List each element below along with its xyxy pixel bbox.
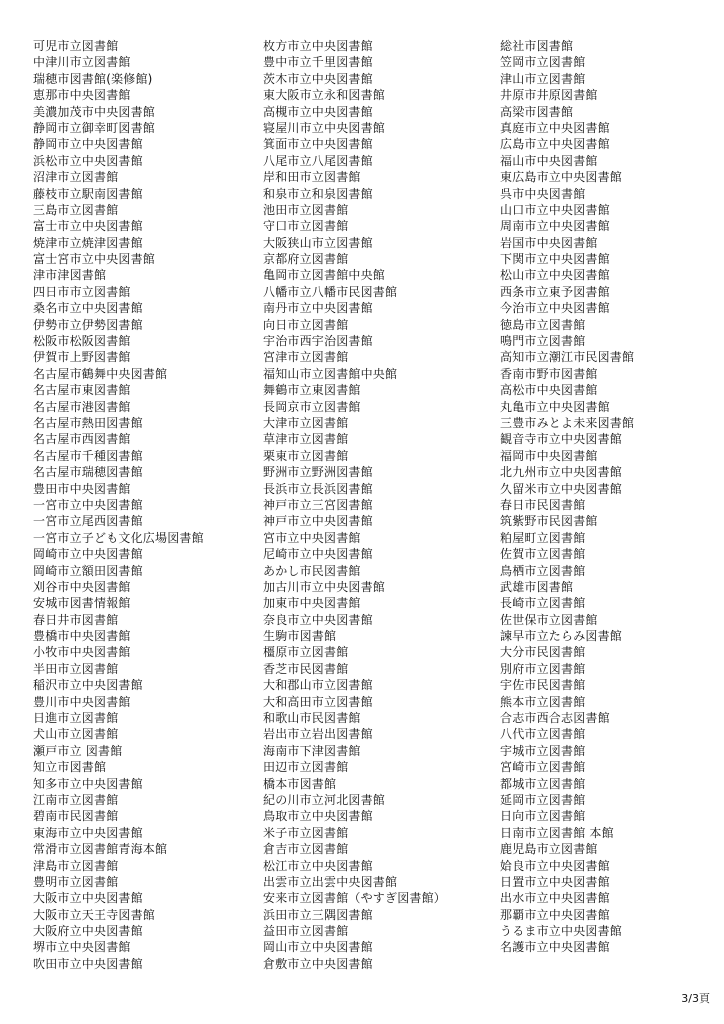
library-list-item: 鳥栖市立図書館 — [500, 563, 586, 578]
library-list-item: 美濃加茂市中央図書館 — [33, 104, 156, 119]
library-list-item: 奈良市立中央図書館 — [263, 612, 373, 627]
library-list-item: 東大阪市立永和図書館 — [263, 88, 386, 103]
library-list-item: 橿原市立図書館 — [263, 645, 349, 660]
library-list-item: 恵那市中央図書館 — [33, 88, 131, 103]
library-list-item: 半田市立図書館 — [33, 661, 119, 676]
library-list-item: 静岡市立中央図書館 — [33, 137, 143, 152]
library-list-item: 井原市井原図書館 — [500, 88, 598, 103]
library-list-item: 京都府立図書館 — [263, 252, 349, 267]
library-list-item: 知立市図書館 — [33, 760, 107, 775]
library-list-item: 北九州市立中央図書館 — [500, 465, 623, 480]
library-list-item: 日置市立中央図書館 — [500, 874, 610, 889]
library-list-item: 尼崎市立中央図書館 — [263, 547, 373, 562]
library-list-item: 益田市立図書館 — [263, 924, 349, 939]
library-list-item: 宇城市立図書館 — [500, 743, 586, 758]
library-list-item: 守口市立図書館 — [263, 219, 349, 234]
library-list-item: 生駒市図書館 — [263, 629, 337, 644]
library-list-item: 東広島市立中央図書館 — [500, 170, 623, 185]
library-list-item: 中津川市立図書館 — [33, 55, 131, 70]
library-list-item: 草津市立図書館 — [263, 432, 349, 447]
library-list-item: 野洲市立野洲図書館 — [263, 465, 373, 480]
library-list-item: 名古屋市鶴舞中央図書館 — [33, 366, 168, 381]
library-list-item: 一宮市立子ども文化広場図書館 — [33, 530, 204, 545]
library-list-item: うるま市立中央図書館 — [500, 924, 623, 939]
library-list-item: 犬山市立図書館 — [33, 727, 119, 742]
library-list-item: 那覇市立中央図書館 — [500, 907, 610, 922]
library-list-item: 伊勢市立伊勢図書館 — [33, 317, 143, 332]
library-list-item: 西条市立東予図書館 — [500, 284, 610, 299]
library-list-item: 浜松市立中央図書館 — [33, 153, 143, 168]
library-list-item: 広島市立中央図書館 — [500, 137, 610, 152]
library-list-item: 神戸市立中央図書館 — [263, 514, 373, 529]
library-list-item: 高知市立潮江市民図書館 — [500, 350, 635, 365]
library-list-item: 沼津市立図書館 — [33, 170, 119, 185]
library-list-item: 姶良市立中央図書館 — [500, 858, 610, 873]
library-list-item: 岩国市中央図書館 — [500, 235, 598, 250]
library-list-column-3 — [500, 38, 715, 956]
library-list-item: 日進市立図書館 — [33, 711, 119, 726]
library-list-item: 豊田市中央図書館 — [33, 481, 131, 496]
library-list-item: 東海市立中央図書館 — [33, 825, 143, 840]
library-list-item: 藤枝市立駅南図書館 — [33, 186, 143, 201]
library-list-item: 亀岡市立図書館中央館 — [263, 268, 386, 283]
library-list-item: 田辺市立図書館 — [263, 760, 349, 775]
library-list-item: 津市津図書館 — [33, 268, 107, 283]
library-list-item: 名古屋市千種図書館 — [33, 448, 143, 463]
library-list-item: 佐賀市立図書館 — [500, 547, 586, 562]
library-list-item: 名古屋市瑞穂図書館 — [33, 465, 143, 480]
library-list-item: 焼津市立焼津図書館 — [33, 235, 143, 250]
library-list-item: 吹田市立中央図書館 — [33, 956, 143, 971]
library-list-item: 倉敷市立中央図書館 — [263, 956, 373, 971]
library-list-item: 名古屋市東図書館 — [33, 383, 131, 398]
library-list-item: 鹿児島市立図書館 — [500, 842, 598, 857]
library-list-item: 江南市立図書館 — [33, 792, 119, 807]
library-list-item: 安来市立図書館（やすぎ図書館） — [263, 891, 447, 906]
library-list-item: 笠岡市立図書館 — [500, 55, 586, 70]
library-list-item: 宮市立中央図書館 — [263, 530, 361, 545]
library-list-item: 三豊市みとよ未来図書館 — [500, 415, 635, 430]
library-list-item: 高松市中央図書館 — [500, 383, 598, 398]
library-list-item: 長崎市立図書館 — [500, 596, 586, 611]
library-list-item: 別府市立図書館 — [500, 661, 586, 676]
library-list-item: 堺市立中央図書館 — [33, 940, 131, 955]
library-list-item: 香南市野市図書館 — [500, 366, 598, 381]
library-list-item: 紀の川市立河北図書館 — [263, 792, 386, 807]
library-list-item: 橋本市図書館 — [263, 776, 337, 791]
library-list-item: 周南市立中央図書館 — [500, 219, 610, 234]
library-list-item: 富士市立中央図書館 — [33, 219, 143, 234]
library-list-item: 八代市立図書館 — [500, 727, 586, 742]
library-list-item: 浜田市立三隅図書館 — [263, 907, 373, 922]
page-number: 3/3頁 — [681, 992, 710, 1005]
library-list-item: 八幡市立八幡市民図書館 — [263, 284, 398, 299]
library-list-item: 名護市立中央図書館 — [500, 940, 610, 955]
library-list-item: 倉吉市立図書館 — [263, 842, 349, 857]
library-list-item: 瑞穂市図書館(楽修館) — [33, 71, 153, 86]
library-list-item: 瀬戸市立 図書館 — [33, 743, 123, 758]
library-list-item: 宇治市西宇治図書館 — [263, 334, 373, 349]
library-list-item: 可児市立図書館 — [33, 39, 119, 53]
library-list-item: 一宮市立尾西図書館 — [33, 514, 143, 529]
library-list-item: 春日井市図書館 — [33, 612, 119, 627]
library-list-item: 出雲市立出雲中央図書館 — [263, 874, 398, 889]
library-list-item: 伊賀市上野図書館 — [33, 350, 131, 365]
library-list-column-1 — [33, 38, 248, 972]
library-list-item: 大阪狭山市立図書館 — [263, 235, 373, 250]
library-list-item: 津島市立図書館 — [33, 858, 119, 873]
library-list-item: 大和郡山市立図書館 — [263, 678, 373, 693]
library-list-item: 加古川市立中央図書館 — [263, 579, 386, 594]
library-list-item: 富士宮市立中央図書館 — [33, 252, 156, 267]
library-list-item: 福山市中央図書館 — [500, 153, 598, 168]
library-list-item: 向日市立図書館 — [263, 317, 349, 332]
library-list-item: 日向市立図書館 — [500, 809, 586, 824]
library-list-item: 大和高田市立図書館 — [263, 694, 373, 709]
library-list-item: 山口市立中央図書館 — [500, 202, 610, 217]
library-list-item: 松山市立中央図書館 — [500, 268, 610, 283]
library-list-item: 春日市民図書館 — [500, 497, 586, 512]
library-list-item: 海南市下津図書館 — [263, 743, 361, 758]
library-list-item: 和泉市立和泉図書館 — [263, 186, 373, 201]
library-list-item: 四日市市立図書館 — [33, 284, 131, 299]
library-list-item: 今治市立中央図書館 — [500, 301, 610, 316]
library-list-item: 出水市立中央図書館 — [500, 891, 610, 906]
library-list-item: 延岡市立図書館 — [500, 792, 586, 807]
library-list-item: 高槻市立中央図書館 — [263, 104, 373, 119]
library-list-item: 八尾市立八尾図書館 — [263, 153, 373, 168]
library-list-item: 津山市立図書館 — [500, 71, 586, 86]
library-list-item: 茨木市立中央図書館 — [263, 71, 373, 86]
library-list-item: 真庭市立中央図書館 — [500, 120, 610, 135]
library-list-item: 一宮市立中央図書館 — [33, 497, 143, 512]
library-list-item: 舞鶴市立東図書館 — [263, 383, 361, 398]
library-list-item: 栗東市立図書館 — [263, 448, 349, 463]
library-list-item: 岡崎市立額田図書館 — [33, 563, 143, 578]
library-list-item: 呉市中央図書館 — [500, 186, 586, 201]
library-list-item: 鳴門市立図書館 — [500, 334, 586, 349]
library-list-item: あかし市民図書館 — [263, 563, 361, 578]
library-list-item: 筑紫野市民図書館 — [500, 514, 598, 529]
library-list-item: 豊橋市中央図書館 — [33, 629, 131, 644]
library-list-item: 名古屋市港図書館 — [33, 399, 131, 414]
library-list-item: 知多市立中央図書館 — [33, 776, 143, 791]
library-list-item: 枚方市立中央図書館 — [263, 39, 373, 53]
library-list-item: 三島市立図書館 — [33, 202, 119, 217]
library-list-item: 長浜市立長浜図書館 — [263, 481, 373, 496]
library-list-item: 徳島市立図書館 — [500, 317, 586, 332]
library-list-item: 刈谷市中央図書館 — [33, 579, 131, 594]
library-list-item: 都城市立図書館 — [500, 776, 586, 791]
library-list-item: 米子市立図書館 — [263, 825, 349, 840]
library-list-item: 松江市立中央図書館 — [263, 858, 373, 873]
library-list-column-2 — [263, 38, 493, 972]
library-list-item: 下関市立中央図書館 — [500, 252, 610, 267]
library-list-item: 長岡京市立図書館 — [263, 399, 361, 414]
library-list-item: 大阪市立天王寺図書館 — [33, 907, 156, 922]
library-list-item: 常滑市立図書館青海本館 — [33, 842, 168, 857]
library-list-item: 鳥取市立中央図書館 — [263, 809, 373, 824]
library-list-item: 豊川市中央図書館 — [33, 694, 131, 709]
library-list-item: 高梁市図書館 — [500, 104, 574, 119]
library-list-item: 宮崎市立図書館 — [500, 760, 586, 775]
library-list-item: 箕面市立中央図書館 — [263, 137, 373, 152]
library-list-item: 加東市中央図書館 — [263, 596, 361, 611]
library-list-item: 豊中市立千里図書館 — [263, 55, 373, 70]
library-list-item: 久留米市立中央図書館 — [500, 481, 623, 496]
library-list-item: 福知山市立図書館中央館 — [263, 366, 398, 381]
library-list-item: 池田市立図書館 — [263, 202, 349, 217]
library-list-item: 松阪市松阪図書館 — [33, 334, 131, 349]
library-list-item: 小牧市中央図書館 — [33, 645, 131, 660]
library-list-item: 諫早市立たらみ図書館 — [500, 629, 623, 644]
library-list-item: 香芝市民図書館 — [263, 661, 349, 676]
library-list-item: 合志市西合志図書館 — [500, 711, 610, 726]
library-list-item: 岡山市立中央図書館 — [263, 940, 373, 955]
library-list-item: 神戸市立三宮図書館 — [263, 497, 373, 512]
library-list-item: 宇佐市民図書館 — [500, 678, 586, 693]
library-list-item: 豊明市立図書館 — [33, 874, 119, 889]
library-list-item: 武雄市図書館 — [500, 579, 574, 594]
library-list-item: 岸和田市立図書館 — [263, 170, 361, 185]
library-list-item: 名古屋市西図書館 — [33, 432, 131, 447]
library-list-item: 静岡市立御幸町図書館 — [33, 120, 156, 135]
library-list-item: 熊本市立図書館 — [500, 694, 586, 709]
library-list-item: 大阪市立中央図書館 — [33, 891, 143, 906]
library-list-item: 大津市立図書館 — [263, 415, 349, 430]
library-list-item: 日南市立図書館 本館 — [500, 825, 614, 840]
library-list-item: 福岡市中央図書館 — [500, 448, 598, 463]
library-list-item: 岩出市立岩出図書館 — [263, 727, 373, 742]
library-list-item: 宮津市立図書館 — [263, 350, 349, 365]
library-list-item: 岡崎市立中央図書館 — [33, 547, 143, 562]
library-list-item: 碧南市民図書館 — [33, 809, 119, 824]
library-list-item: 名古屋市熱田図書館 — [33, 415, 143, 430]
library-list-item: 寝屋川市立中央図書館 — [263, 120, 386, 135]
library-list-item: 桑名市立中央図書館 — [33, 301, 143, 316]
library-list-item: 観音寺市立中央図書館 — [500, 432, 623, 447]
library-list-item: 丸亀市立中央図書館 — [500, 399, 610, 414]
library-list-item: 和歌山市民図書館 — [263, 711, 361, 726]
library-list-item: 南丹市立中央図書館 — [263, 301, 373, 316]
library-list-item: 大阪府立中央図書館 — [33, 924, 143, 939]
library-list-item: 総社市図書館 — [500, 39, 574, 53]
library-list-item: 佐世保市立図書館 — [500, 612, 598, 627]
library-list-item: 安城市図書情報館 — [33, 596, 131, 611]
library-list-item: 大分市民図書館 — [500, 645, 586, 660]
library-list-item: 稲沢市立中央図書館 — [33, 678, 143, 693]
library-list-item: 粕屋町立図書館 — [500, 530, 586, 545]
